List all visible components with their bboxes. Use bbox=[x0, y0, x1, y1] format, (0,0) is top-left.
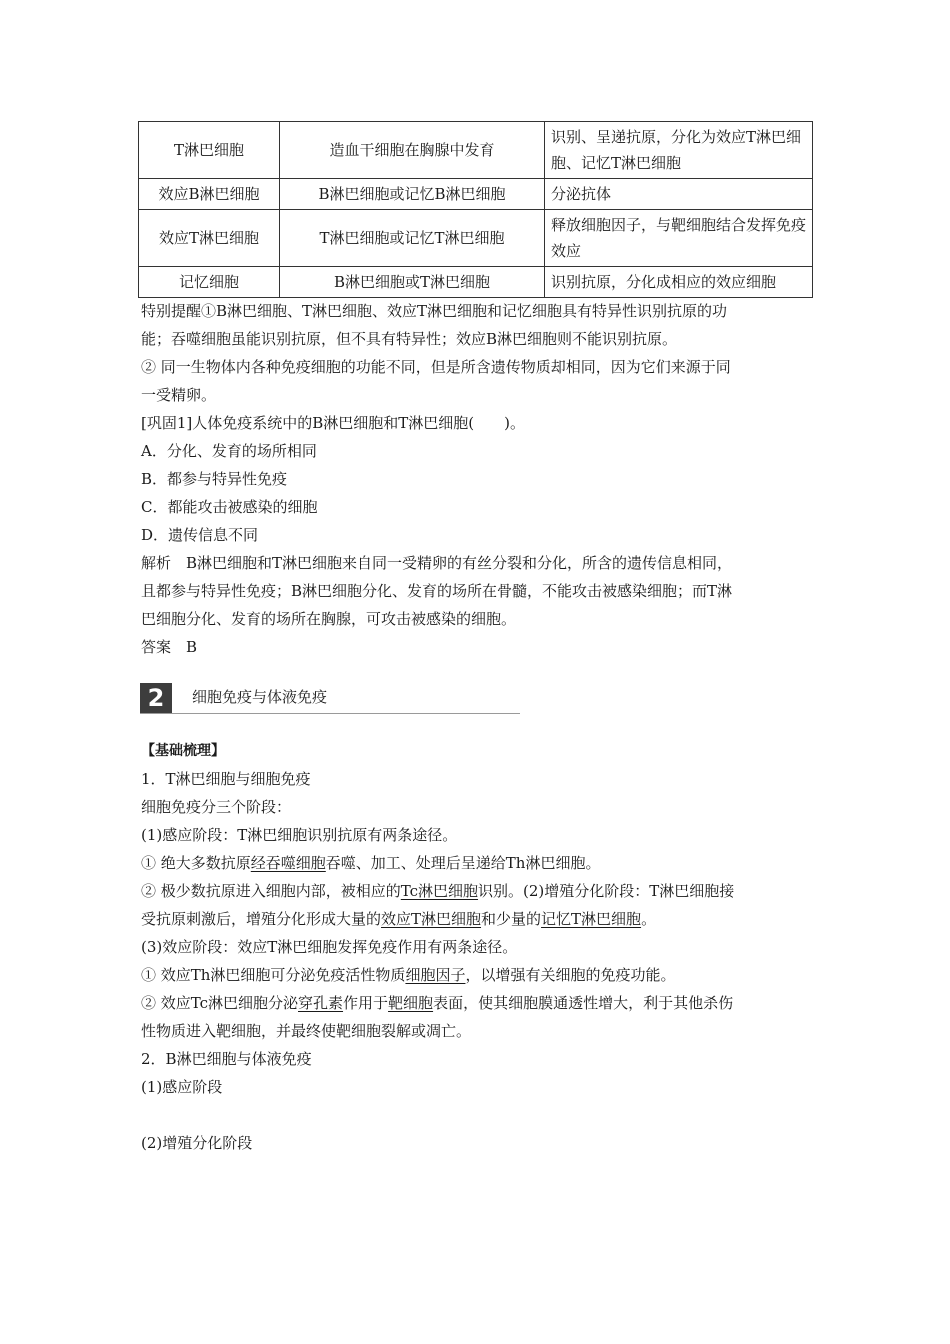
analysis-line: 且都参与特异性免疫；B淋巴细胞分化、发育的场所在骨髓，不能攻击被感染细胞；而T淋 bbox=[141, 582, 733, 600]
body-line bbox=[141, 877, 813, 905]
note-line: 一受精卵。 bbox=[141, 386, 217, 404]
text-span: ① 绝大多数抗原 bbox=[141, 854, 251, 872]
subheading: 【基础梳理】 bbox=[141, 743, 225, 759]
section-number-badge: 2 bbox=[140, 683, 172, 713]
text-span: ① 效应Th淋巴细胞可分泌免疫活性物质 bbox=[141, 966, 406, 984]
table-row bbox=[139, 179, 813, 210]
table-cell: 释放细胞因子，与靶细胞结合发挥免疫效应 bbox=[545, 210, 813, 267]
answer-line: 答案 B bbox=[141, 638, 198, 656]
immune-cell-table bbox=[138, 121, 813, 298]
section-divider bbox=[140, 713, 520, 714]
option-d: D．遗传信息不同 bbox=[141, 526, 259, 544]
text-span: 。 bbox=[641, 910, 657, 928]
text-span: ② 效应Tc淋巴细胞分泌 bbox=[141, 994, 299, 1012]
table-cell: B淋巴细胞或记忆B淋巴细胞 bbox=[280, 179, 545, 210]
body-line: 2．B淋巴细胞与体液免疫 bbox=[141, 1050, 312, 1068]
text-span: 和少量的 bbox=[481, 910, 542, 928]
question-stem: [巩固1]人体免疫系统中的B淋巴细胞和T淋巴细胞( )。 bbox=[141, 414, 525, 432]
text-span: 受抗原刺激后，增殖分化形成大量的 bbox=[141, 910, 382, 928]
text-span: ，以增强有关细胞的免疫功能。 bbox=[465, 966, 676, 984]
table-cell: 效应B淋巴细胞 bbox=[139, 179, 280, 210]
table-row bbox=[139, 122, 813, 179]
body-line: (2)增殖分化阶段 bbox=[141, 1134, 253, 1152]
analysis-line: 巴细胞分化、发育的场所在胸腺，可攻击被感染的细胞。 bbox=[141, 610, 517, 628]
table-cell: 识别、呈递抗原，分化为效应T淋巴细胞、记忆T淋巴细胞 bbox=[545, 122, 813, 179]
text-span: 作用于 bbox=[343, 994, 389, 1012]
underlined-term: 效应T淋巴细胞 bbox=[381, 910, 482, 928]
body-line: 性物质进入靶细胞，并最终使靶细胞裂解或凋亡。 bbox=[141, 1022, 472, 1040]
table-cell: 记忆细胞 bbox=[139, 267, 280, 298]
option-a: A．分化、发育的场所相同 bbox=[141, 442, 317, 460]
note-line: 能；吞噬细胞虽能识别抗原，但不具有特异性；效应B淋巴细胞则不能识别抗原。 bbox=[141, 330, 678, 348]
note-line: 特别提醒①B淋巴细胞、T淋巴细胞、效应T淋巴细胞和记忆细胞具有特异性识别抗原的功 bbox=[141, 302, 728, 320]
underlined-term: Tc淋巴细胞 bbox=[400, 882, 479, 900]
body-line: (1)感应阶段 bbox=[141, 1078, 223, 1096]
text-span: 吞噬、加工、处理后呈递给Th淋巴细胞。 bbox=[325, 854, 601, 872]
table-cell: 造血干细胞在胸腺中发育 bbox=[280, 122, 545, 179]
table-cell: T淋巴细胞或记忆T淋巴细胞 bbox=[280, 210, 545, 267]
body-line: (3)效应阶段：效应T淋巴细胞发挥免疫作用有两条途径。 bbox=[141, 938, 518, 956]
underlined-term: 靶细胞 bbox=[388, 994, 434, 1012]
option-b: B．都参与特异性免疫 bbox=[141, 470, 288, 488]
body-line: (1)感应阶段：T淋巴细胞识别抗原有两条途径。 bbox=[141, 826, 458, 844]
table-cell: B淋巴细胞或T淋巴细胞 bbox=[280, 267, 545, 298]
underlined-term: 穿孔素 bbox=[298, 994, 344, 1012]
body-line bbox=[141, 989, 813, 1017]
body-line: 1．T淋巴细胞与细胞免疫 bbox=[141, 770, 311, 788]
table-cell: T淋巴细胞 bbox=[139, 122, 280, 179]
option-c: C．都能攻击被感染的细胞 bbox=[141, 498, 318, 516]
underlined-term: 经吞噬细胞 bbox=[250, 854, 326, 872]
table-cell: 识别抗原，分化成相应的效应细胞 bbox=[545, 267, 813, 298]
table-cell: 效应T淋巴细胞 bbox=[139, 210, 280, 267]
body-line bbox=[141, 905, 813, 933]
body-line bbox=[141, 961, 813, 989]
note-line: ② 同一生物体内各种免疫细胞的功能不同，但是所含遗传物质却相同，因为它们来源于同 bbox=[141, 358, 731, 376]
table-row bbox=[139, 210, 813, 267]
table-cell: 分泌抗体 bbox=[545, 179, 813, 210]
text-span: ② 极少数抗原进入细胞内部，被相应的 bbox=[141, 882, 401, 900]
body-line: 细胞免疫分三个阶段： bbox=[141, 798, 292, 816]
section-title: 细胞免疫与体液免疫 bbox=[192, 688, 328, 706]
text-span: 识别。(2)增殖分化阶段：T淋巴细胞接 bbox=[478, 882, 735, 900]
text-span: 表面，使其细胞膜通透性增大，利于其他杀伤 bbox=[433, 994, 734, 1012]
underlined-term: 记忆T淋巴细胞 bbox=[541, 910, 642, 928]
analysis-line: 解析 B淋巴细胞和T淋巴细胞来自同一受精卵的有丝分裂和分化，所含的遗传信息相同， bbox=[141, 554, 733, 572]
underlined-term: 细胞因子 bbox=[405, 966, 466, 984]
body-line bbox=[141, 849, 813, 877]
table-row bbox=[139, 267, 813, 298]
